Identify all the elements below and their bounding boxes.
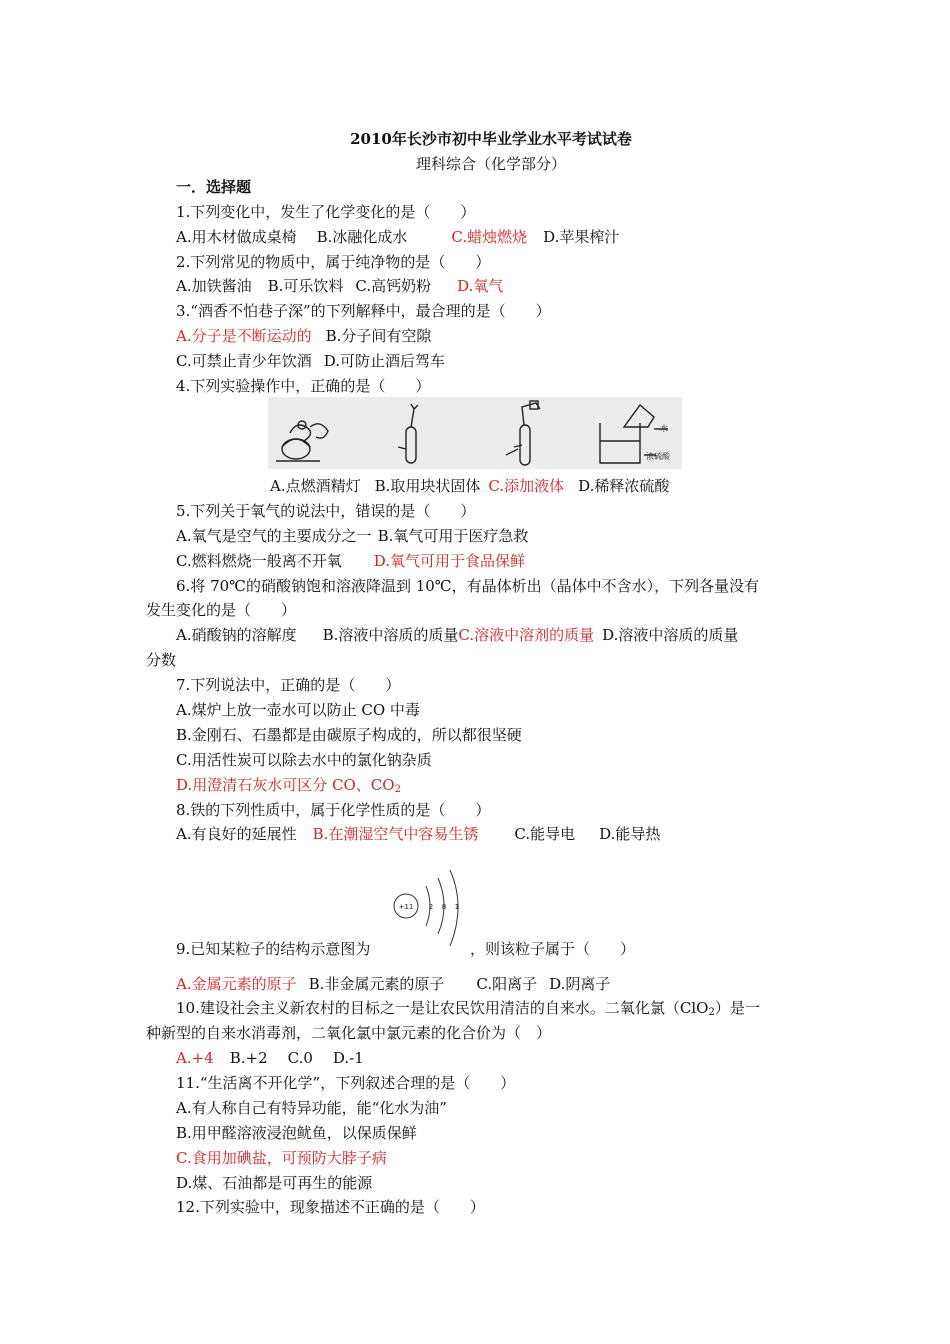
- shell-1-count: 2: [428, 903, 434, 911]
- q5-option-b: B.氧气可用于医疗急救: [377, 527, 529, 545]
- q7-stem: 7.下列说法中，正确的是（ ）: [176, 676, 401, 694]
- q9-option-c: C.阳离子: [476, 975, 538, 993]
- page-title: 2010年长沙市初中毕业学业水平考试试卷: [350, 130, 632, 148]
- q10-stem-text-end: ）是一: [714, 999, 760, 1017]
- q6-option-b: B.溶液中溶质的质量: [322, 626, 459, 644]
- q9-options: [176, 974, 610, 994]
- q7-option-c: C.用活性炭可以除去水中的氯化钠杂质: [176, 751, 432, 769]
- q10-option-d: D.-1: [332, 1049, 364, 1067]
- adding-liquid-illustration: [506, 401, 540, 465]
- nucleus-charge: +11: [398, 903, 414, 911]
- q8-stem: 8.铁的下列性质中，属于化学性质的是（ ）: [176, 801, 491, 819]
- shell-2-count: 8: [441, 903, 447, 911]
- q3-options-row2: [176, 351, 445, 371]
- atom-structure-diagram: [390, 868, 470, 952]
- q1-options: [176, 227, 619, 247]
- q11-option-c-answer: C.食用加碘盐，可预防大脖子病: [176, 1149, 387, 1167]
- q5-options-row1: [176, 526, 528, 546]
- q5-stem: 5.下列关于氧气的说法中，错误的是（ ）: [176, 502, 476, 520]
- acid-label: 浓硫酸: [646, 452, 670, 461]
- q8-options: [176, 824, 660, 844]
- q3-options-row1: [176, 326, 431, 346]
- q4-option-c-answer: C.添加液体: [488, 477, 565, 495]
- q9-option-b: B.非金属元素的原子: [308, 975, 445, 993]
- q9-stem-start: 9.已知某粒子的结构示意图为: [176, 940, 371, 958]
- q6-option-d-cont: 分数: [146, 651, 177, 669]
- q6-option-a: A.硝酸钠的溶解度: [176, 626, 297, 644]
- q1-stem: 1.下列变化中，发生了化学变化的是（ ）: [176, 203, 476, 221]
- page-subtitle: 理科综合（化学部分）: [415, 155, 566, 173]
- q8-option-d: D.能导热: [599, 825, 661, 843]
- q2-option-d-answer: D.氧气: [457, 277, 504, 295]
- q8-option-b-answer: B.在潮湿空气中容易生锈: [312, 825, 479, 843]
- q3-option-c: C.可禁止青少年饮酒: [176, 352, 312, 370]
- q8-option-c: C.能导电: [514, 825, 576, 843]
- q11-option-a: A.有人称自己有特异功能，能“化水为油”: [176, 1099, 447, 1117]
- q3-option-d: D.可防止酒后驾车: [323, 352, 445, 370]
- shell-3-count: 1: [454, 903, 460, 911]
- q10-options: [176, 1048, 364, 1068]
- q11-option-d: D.煤、石油都是可再生的能源: [176, 1174, 373, 1192]
- q1-option-d: D.苹果榨汁: [543, 228, 620, 246]
- q10-option-b: B.+2: [229, 1049, 268, 1067]
- q6-options: [176, 625, 738, 645]
- q6-option-d: D.溶液中溶质的质量: [602, 626, 739, 644]
- q6-stem-line1: 6.将 70℃的硝酸钠饱和溶液降温到 10℃，有晶体析出（晶体中不含水），下列各量没有: [176, 577, 760, 595]
- test-tube-solid-illustration: [398, 404, 418, 463]
- q3-stem: 3.“酒香不怕巷子深”的下列解释中，最合理的是（ ）: [176, 302, 551, 320]
- q2-option-b: B.可乐饮料: [267, 277, 344, 295]
- q10-stem-line2: 种新型的自来水消毒剂，二氧化氯中氯元素的化合价为（ ）: [146, 1024, 552, 1042]
- q10-stem-line1: [176, 998, 760, 1023]
- q2-stem: 2.下列常见的物质中，属于纯净物的是（ ）: [176, 253, 491, 271]
- q6-stem-line2: 发生变化的是（ ）: [146, 601, 297, 619]
- q11-option-b: B.用甲醛溶液浸泡鱿鱼，以保质保鲜: [176, 1124, 417, 1142]
- q9-option-d: D.阴离子: [549, 975, 611, 993]
- q1-option-c-answer: C.蜡烛燃烧: [451, 228, 528, 246]
- q7-option-b: B.金刚石、石墨都是由碳原子构成的，所以都很坚硬: [176, 726, 522, 744]
- q2-option-a: A.加铁酱油: [176, 277, 252, 295]
- q2-options: [176, 276, 503, 296]
- q8-option-a: A.有良好的延展性: [176, 825, 297, 843]
- q6-option-c-answer: C.溶液中溶剂的质量: [458, 626, 595, 644]
- q4-option-a: A.点燃酒精灯: [270, 477, 361, 495]
- q5-option-d-answer: D.氧气可用于食品保鲜: [373, 552, 525, 570]
- q7-option-d-answer: [176, 775, 401, 800]
- q12-stem: 12.下列实验中，现象描述不正确的是（ ）: [176, 1198, 485, 1216]
- q4-option-b: B.取用块状固体: [374, 477, 481, 495]
- q3-option-a-answer: A.分子是不断运动的: [176, 327, 312, 345]
- q7-option-a: A.煤炉上放一壶水可以防止 CO 中毒: [176, 701, 420, 719]
- alcohol-lamp-illustration: [276, 421, 328, 461]
- q10-stem-text: 10.建设社会主义新农村的目标之一是让农民饮用清洁的自来水。二氧化氯（ClO: [176, 999, 709, 1017]
- q11-stem: 11.“生活离不开化学”，下列叙述合理的是（ ）: [176, 1074, 516, 1092]
- q10-stem-subscript: 2: [708, 1007, 715, 1018]
- water-label: 水: [660, 424, 668, 433]
- q5-option-c: C.燃料燃烧一般离不开氧: [176, 552, 342, 570]
- q4-option-d: D.稀释浓硫酸: [578, 477, 670, 495]
- q1-option-a: A.用木材做成桌椅: [176, 228, 297, 246]
- q10-option-c: C.0: [287, 1049, 313, 1067]
- q2-option-c: C.高钙奶粉: [355, 277, 432, 295]
- q5-options-row2: [176, 551, 525, 571]
- q7-option-d-text: D.用澄清石灰水可区分 CO、CO: [176, 776, 395, 794]
- q7-option-d-subscript: 2: [394, 784, 401, 795]
- q9-option-a-answer: A.金属元素的原子: [176, 975, 297, 993]
- lab-operations-figure: [268, 397, 682, 469]
- q1-option-b: B.冰融化成水: [316, 228, 408, 246]
- section-heading: 一．选择题: [176, 178, 252, 196]
- q4-options: [270, 476, 669, 496]
- q5-option-a: A.氧气是空气的主要成分之一: [176, 527, 372, 545]
- q10-option-a-answer: A.+4: [176, 1049, 214, 1067]
- q3-option-b: B.分子间有空隙: [325, 327, 432, 345]
- q9-stem-end: ，则该粒子属于（ ）: [470, 940, 636, 958]
- q4-stem: 4.下列实验操作中，正确的是（ ）: [176, 377, 431, 395]
